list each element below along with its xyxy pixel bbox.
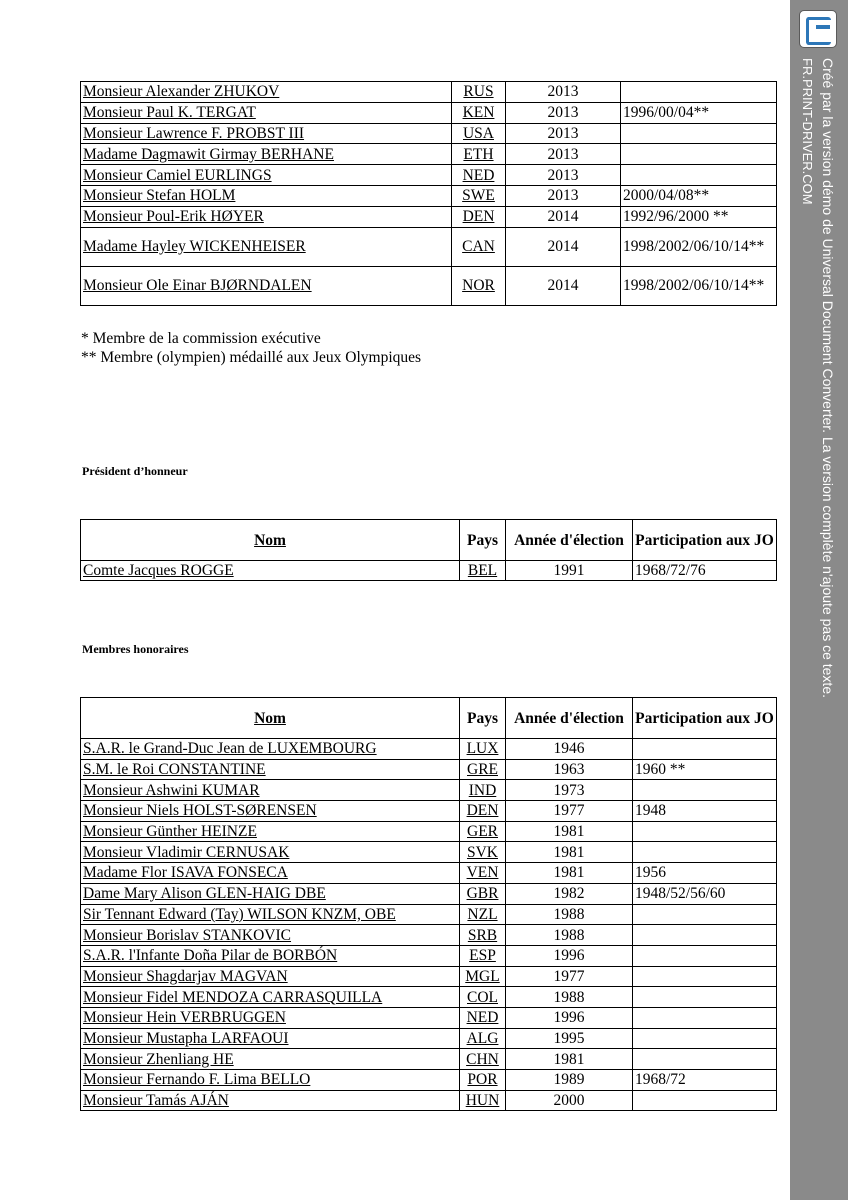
table-row bbox=[81, 904, 777, 925]
cell-year: 1981 bbox=[506, 821, 633, 842]
cell-jo bbox=[633, 1049, 777, 1070]
table-row bbox=[81, 966, 777, 987]
cell-jo bbox=[621, 144, 777, 165]
cell-country: RUS bbox=[452, 82, 506, 103]
cell-jo bbox=[633, 821, 777, 842]
cell-name: Monsieur Ashwini KUMAR bbox=[81, 780, 460, 801]
cell-country: CHN bbox=[460, 1049, 506, 1070]
cell-year: 1995 bbox=[506, 1028, 633, 1049]
cell-country: SVK bbox=[460, 842, 506, 863]
table-row bbox=[81, 1049, 777, 1070]
note-executive: * Membre de la commission exécutive bbox=[81, 330, 321, 347]
cell-name: Monsieur Paul K. TERGAT bbox=[81, 102, 452, 123]
cell-year: 1982 bbox=[506, 883, 633, 904]
cell-year: 1989 bbox=[506, 1070, 633, 1091]
table-row bbox=[81, 759, 777, 780]
cell-year: 1946 bbox=[506, 739, 633, 760]
cell-name: Monsieur Hein VERBRUGGEN bbox=[81, 1007, 460, 1028]
cell-jo bbox=[633, 987, 777, 1008]
cell-jo: 1948/52/56/60 bbox=[633, 883, 777, 904]
cell-name: Dame Mary Alison GLEN-HAIG DBE bbox=[81, 883, 460, 904]
cell-jo bbox=[633, 842, 777, 863]
cell-jo: 1992/96/2000 ** bbox=[621, 206, 777, 227]
cell-name: Monsieur Alexander ZHUKOV bbox=[81, 82, 452, 103]
cell-year: 2014 bbox=[506, 266, 621, 305]
cell-name: Monsieur Camiel EURLINGS bbox=[81, 165, 452, 186]
cell-country: NOR bbox=[452, 266, 506, 305]
header-jo: Participation aux JO bbox=[633, 698, 777, 739]
cell-country: GBR bbox=[460, 883, 506, 904]
cell-jo bbox=[633, 739, 777, 760]
cell-jo bbox=[633, 1028, 777, 1049]
cell-year: 1977 bbox=[506, 966, 633, 987]
cell-country: DEN bbox=[460, 801, 506, 822]
header-jo: Participation aux JO bbox=[633, 520, 777, 561]
cell-country: NED bbox=[452, 165, 506, 186]
cell-country: COL bbox=[460, 987, 506, 1008]
table-row bbox=[81, 561, 777, 581]
cell-name: Madame Hayley WICKENHEISER bbox=[81, 227, 452, 266]
cell-year: 2013 bbox=[506, 82, 621, 103]
cell-year: 1981 bbox=[506, 1049, 633, 1070]
cell-year: 2013 bbox=[506, 102, 621, 123]
cell-year: 1977 bbox=[506, 801, 633, 822]
cell-year: 2013 bbox=[506, 185, 621, 206]
table-row bbox=[81, 801, 777, 822]
demo-watermark-url: FR.PRINT-DRIVER.COM bbox=[800, 58, 815, 205]
table-row bbox=[81, 144, 777, 165]
demo-watermark-bar bbox=[790, 0, 848, 1200]
cell-jo: 1948 bbox=[633, 801, 777, 822]
cell-name: Monsieur Tamás AJÁN bbox=[81, 1090, 460, 1111]
cell-jo: 1968/72/76 bbox=[633, 561, 777, 581]
cell-year: 1988 bbox=[506, 904, 633, 925]
cell-name: Comte Jacques ROGGE bbox=[81, 561, 460, 581]
cell-year: 2014 bbox=[506, 206, 621, 227]
table-row bbox=[81, 165, 777, 186]
table-row bbox=[81, 206, 777, 227]
cell-jo bbox=[633, 1007, 777, 1028]
honorary-table bbox=[80, 697, 777, 1111]
header-year: Année d'élection bbox=[506, 698, 633, 739]
cell-country: MGL bbox=[460, 966, 506, 987]
cell-jo bbox=[633, 780, 777, 801]
cell-year: 1996 bbox=[506, 945, 633, 966]
header-country: Pays bbox=[460, 698, 506, 739]
cell-year: 2013 bbox=[506, 165, 621, 186]
cell-country: LUX bbox=[460, 739, 506, 760]
cell-country: HUN bbox=[460, 1090, 506, 1111]
cell-name: Monsieur Zhenliang HE bbox=[81, 1049, 460, 1070]
cell-jo bbox=[633, 925, 777, 946]
honorary-section-title: Membres honoraires bbox=[82, 642, 189, 656]
header-name: Nom bbox=[81, 520, 460, 561]
cell-country: NED bbox=[460, 1007, 506, 1028]
table-row bbox=[81, 102, 777, 123]
cell-name: Sir Tennant Edward (Tay) WILSON KNZM, OBE bbox=[81, 904, 460, 925]
table-row bbox=[81, 227, 777, 266]
cell-name: Madame Flor ISAVA FONSECA bbox=[81, 863, 460, 884]
cell-year: 1988 bbox=[506, 987, 633, 1008]
cell-country: DEN bbox=[452, 206, 506, 227]
table-row bbox=[81, 1070, 777, 1091]
table-row bbox=[81, 185, 777, 206]
table-row bbox=[81, 266, 777, 305]
cell-country: ALG bbox=[460, 1028, 506, 1049]
cell-jo: 1956 bbox=[633, 863, 777, 884]
cell-jo bbox=[633, 966, 777, 987]
cell-name: S.M. le Roi CONSTANTINE bbox=[81, 759, 460, 780]
table-row bbox=[81, 123, 777, 144]
table-row bbox=[81, 842, 777, 863]
table-row bbox=[81, 1028, 777, 1049]
cell-jo: 1960 ** bbox=[633, 759, 777, 780]
cell-country: POR bbox=[460, 1070, 506, 1091]
cell-country: ETH bbox=[452, 144, 506, 165]
cell-year: 2014 bbox=[506, 227, 621, 266]
cell-country: CAN bbox=[452, 227, 506, 266]
cell-jo bbox=[633, 904, 777, 925]
table-row bbox=[81, 945, 777, 966]
cell-jo bbox=[621, 82, 777, 103]
cell-country: GRE bbox=[460, 759, 506, 780]
cell-name: Monsieur Fidel MENDOZA CARRASQUILLA bbox=[81, 987, 460, 1008]
cell-country: GER bbox=[460, 821, 506, 842]
cell-jo: 1996/00/04** bbox=[621, 102, 777, 123]
cell-country: NZL bbox=[460, 904, 506, 925]
table-row bbox=[81, 821, 777, 842]
cell-name: Monsieur Poul-Erik HØYER bbox=[81, 206, 452, 227]
president-section-title: Président d’honneur bbox=[82, 464, 188, 478]
table-row bbox=[81, 883, 777, 904]
cell-country: BEL bbox=[460, 561, 506, 581]
cell-year: 1981 bbox=[506, 863, 633, 884]
table-row bbox=[81, 863, 777, 884]
cell-name: Monsieur Ole Einar BJØRNDALEN bbox=[81, 266, 452, 305]
cell-name: Monsieur Mustapha LARFAOUI bbox=[81, 1028, 460, 1049]
cell-jo bbox=[633, 1090, 777, 1111]
cell-name: Madame Dagmawit Girmay BERHANE bbox=[81, 144, 452, 165]
cell-name: S.A.R. l'Infante Doña Pilar de BORBÓN bbox=[81, 945, 460, 966]
members-table bbox=[80, 81, 777, 306]
cell-name: Monsieur Fernando F. Lima BELLO bbox=[81, 1070, 460, 1091]
table-row bbox=[81, 739, 777, 760]
cell-jo: 1968/72 bbox=[633, 1070, 777, 1091]
cell-country: KEN bbox=[452, 102, 506, 123]
note-medalist: ** Membre (olympien) médaillé aux Jeux Olympiques bbox=[81, 349, 422, 366]
cell-jo: 1998/2002/06/10/14** bbox=[621, 266, 777, 305]
president-table bbox=[80, 519, 777, 581]
cell-name: Monsieur Borislav STANKOVIC bbox=[81, 925, 460, 946]
cell-country: ESP bbox=[460, 945, 506, 966]
header-country: Pays bbox=[460, 520, 506, 561]
cell-jo bbox=[621, 165, 777, 186]
cell-country: USA bbox=[452, 123, 506, 144]
cell-name: S.A.R. le Grand-Duc Jean de LUXEMBOURG bbox=[81, 739, 460, 760]
header-year: Année d'élection bbox=[506, 520, 633, 561]
cell-country: SWE bbox=[452, 185, 506, 206]
cell-year: 1981 bbox=[506, 842, 633, 863]
header-name: Nom bbox=[81, 698, 460, 739]
table-row bbox=[81, 925, 777, 946]
cell-jo: 1998/2002/06/10/14** bbox=[621, 227, 777, 266]
cell-jo: 2000/04/08** bbox=[621, 185, 777, 206]
udc-logo-icon bbox=[799, 10, 837, 48]
demo-watermark-text: Créé par la version démo de Universal Document Converter. La version complète n'ajoute pas ce texte. bbox=[820, 58, 836, 699]
cell-year: 1991 bbox=[506, 561, 633, 581]
cell-year: 2013 bbox=[506, 123, 621, 144]
cell-country: SRB bbox=[460, 925, 506, 946]
cell-country: VEN bbox=[460, 863, 506, 884]
table-row bbox=[81, 987, 777, 1008]
cell-year: 2013 bbox=[506, 144, 621, 165]
cell-name: Monsieur Shagdarjav MAGVAN bbox=[81, 966, 460, 987]
cell-name: Monsieur Stefan HOLM bbox=[81, 185, 452, 206]
cell-name: Monsieur Vladimir CERNUSAK bbox=[81, 842, 460, 863]
cell-year: 1996 bbox=[506, 1007, 633, 1028]
cell-year: 1973 bbox=[506, 780, 633, 801]
cell-jo bbox=[633, 945, 777, 966]
table-row bbox=[81, 780, 777, 801]
cell-country: IND bbox=[460, 780, 506, 801]
cell-year: 1988 bbox=[506, 925, 633, 946]
table-row bbox=[81, 1090, 777, 1111]
cell-year: 1963 bbox=[506, 759, 633, 780]
cell-year: 2000 bbox=[506, 1090, 633, 1111]
table-row bbox=[81, 82, 777, 103]
cell-name: Monsieur Niels HOLST-SØRENSEN bbox=[81, 801, 460, 822]
cell-name: Monsieur Günther HEINZE bbox=[81, 821, 460, 842]
table-row bbox=[81, 1007, 777, 1028]
cell-jo bbox=[621, 123, 777, 144]
cell-name: Monsieur Lawrence F. PROBST III bbox=[81, 123, 452, 144]
